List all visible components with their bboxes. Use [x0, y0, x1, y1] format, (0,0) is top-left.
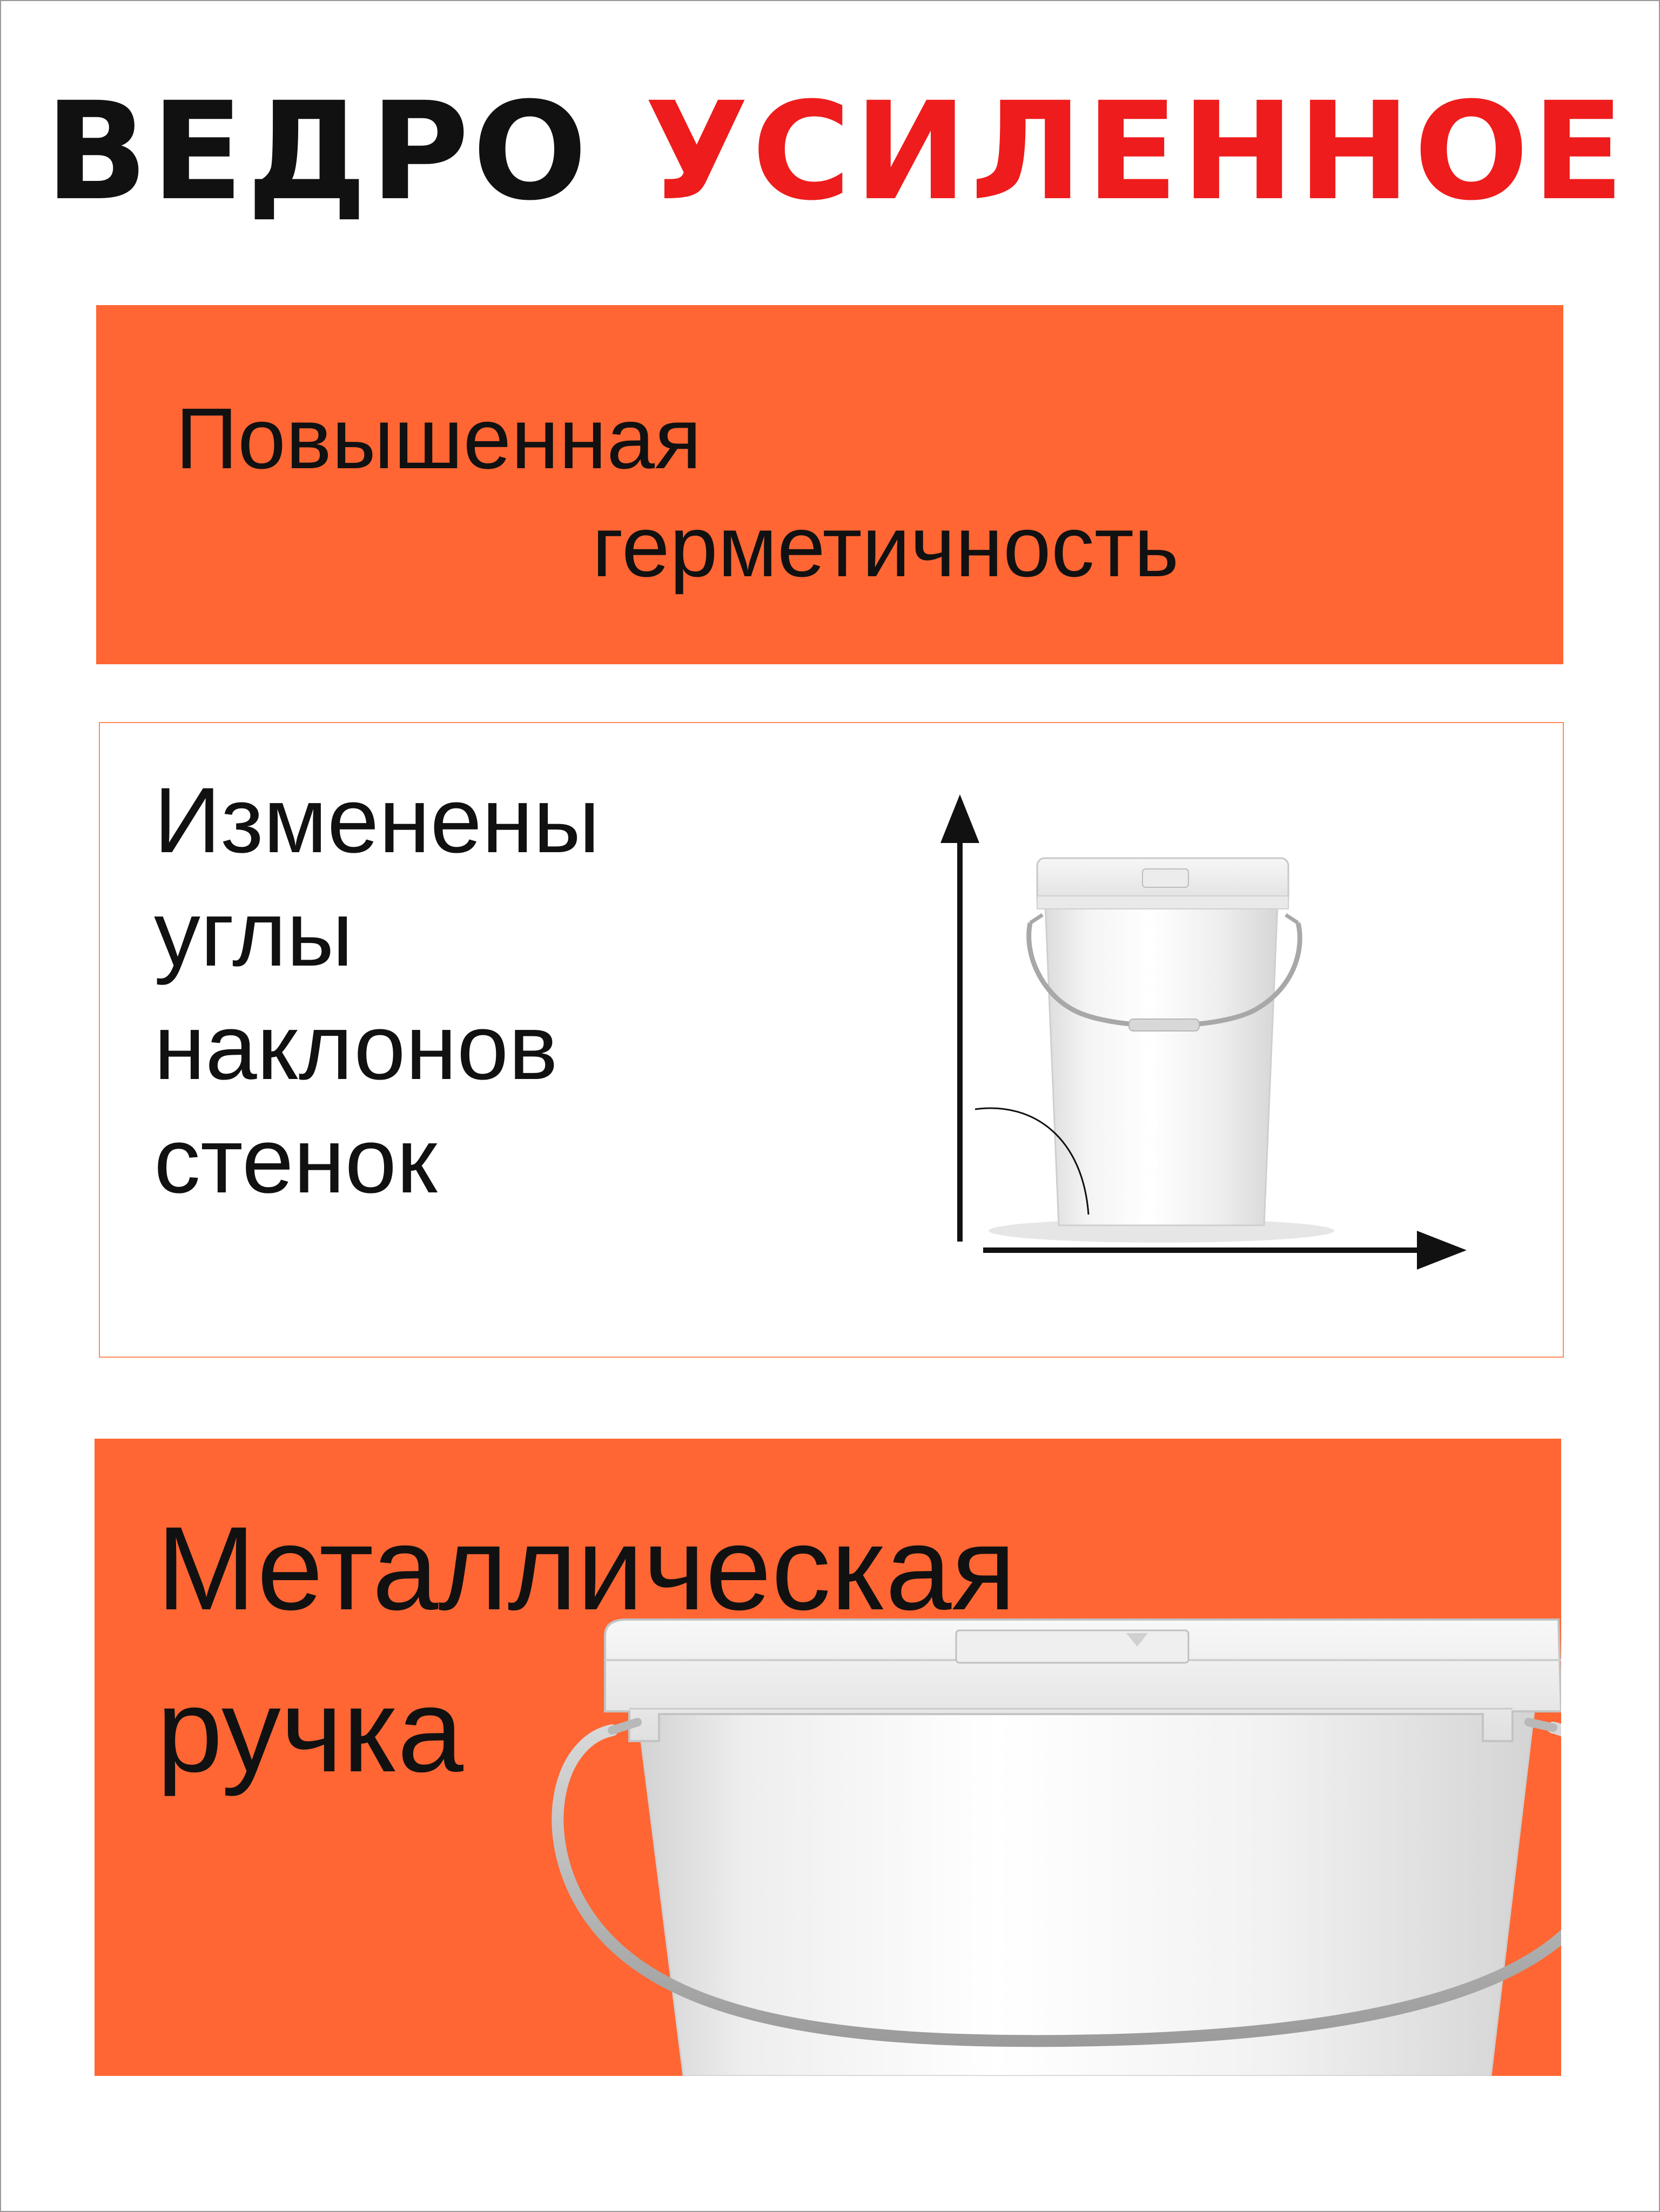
feature-sealing-line2: герметичность: [592, 498, 1179, 595]
feature-wall-angles-text: [154, 764, 600, 1217]
feature-panel-wall-angles: [99, 722, 1564, 1358]
bucket-angle-illustration: [829, 793, 1477, 1323]
feature-panel-sealing: [96, 305, 1563, 664]
bucket-body: [1045, 904, 1278, 1225]
feature-sealing-line1: Повышенная: [176, 390, 702, 487]
vertical-axis-arrowhead: [940, 794, 979, 843]
page-title: [45, 72, 1628, 230]
feature-wall-angles-line3: наклонов: [154, 995, 558, 1099]
horizontal-axis-arrowhead: [1417, 1231, 1467, 1270]
lid-tab: [1142, 869, 1188, 887]
feature-metal-handle-line1: Металлическая: [157, 1502, 1016, 1635]
feature-wall-angles-line4: стенок: [154, 1109, 438, 1212]
feature-metal-handle-text: [157, 1487, 1016, 1811]
feature-wall-angles-line2: углы: [154, 882, 353, 986]
title-word-bucket: ВЕДРО: [45, 72, 591, 230]
feature-wall-angles-line1: Изменены: [154, 768, 600, 872]
feature-metal-handle-line2: ручка: [157, 1664, 463, 1797]
feature-panel-metal-handle: [95, 1439, 1561, 2076]
title-word-reinforced: УСИЛЕННОЕ: [644, 72, 1628, 230]
